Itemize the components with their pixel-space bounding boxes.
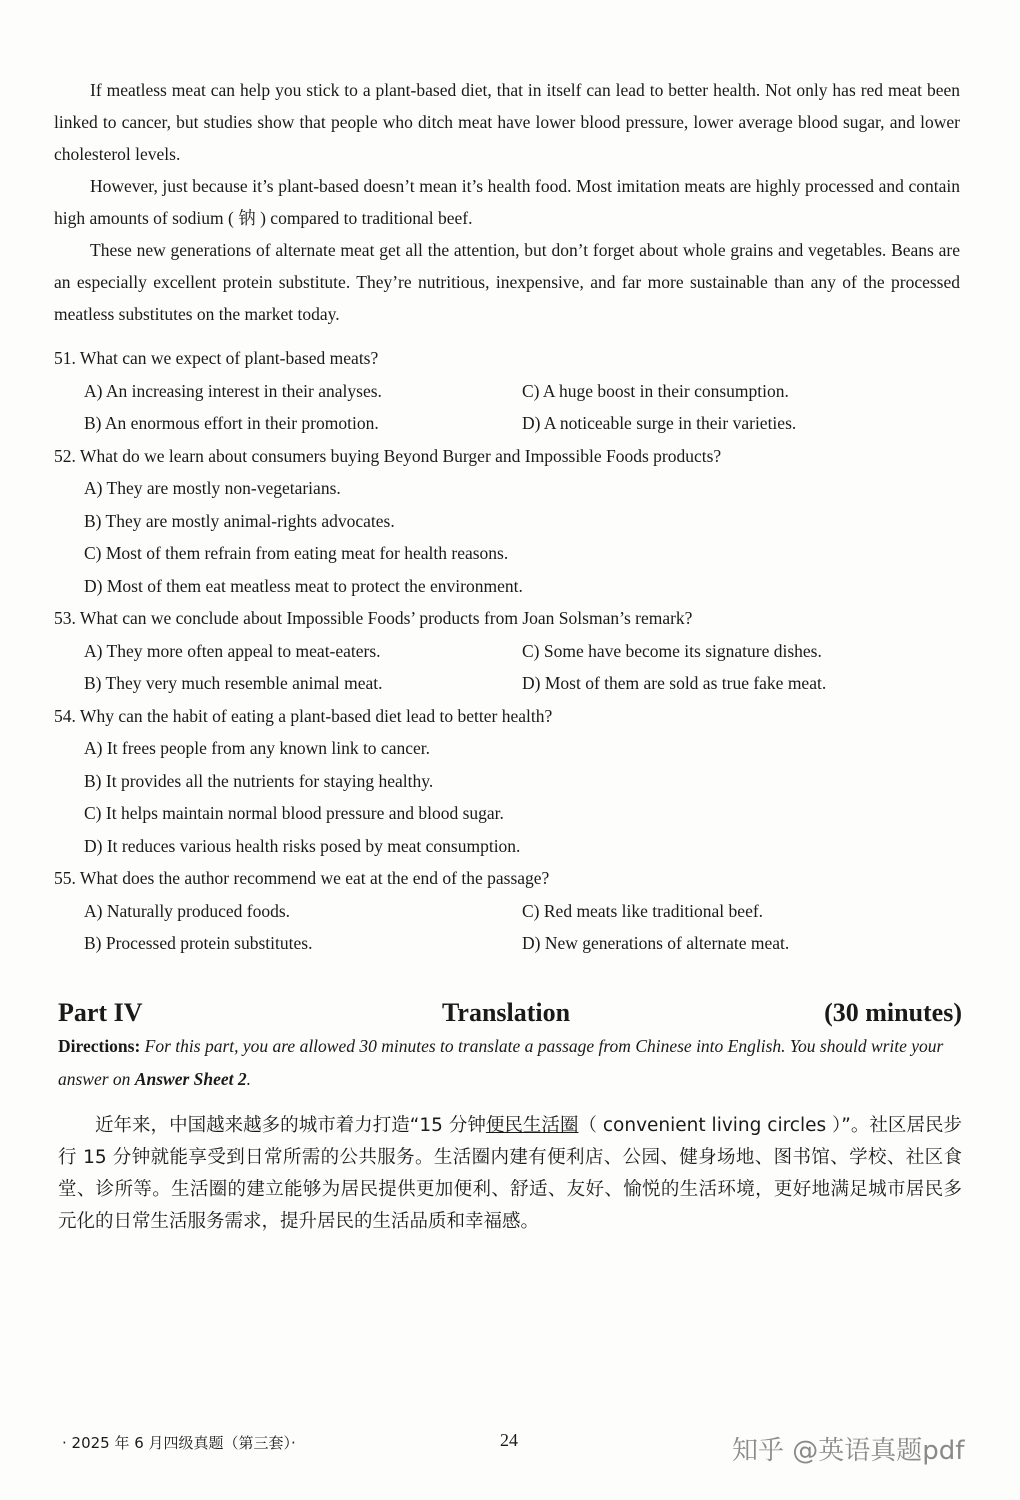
directions-text: For this part, you are allowed 30 minutes to translate a passage from Chinese into English. You should write your answer on bbox=[58, 1036, 944, 1089]
exam-label: · 2025 年 6 月四级真题（第三套）· bbox=[62, 1434, 296, 1452]
passage-paragraph-2: However, just because it’s plant-based doesn’t mean it’s health food. Most imitation meats are highly processed and contain high amounts of sodium ( 钠 ) compared to traditional beef. bbox=[54, 176, 960, 228]
option-54-a: A) It frees people from any known link to cancer. bbox=[84, 738, 430, 758]
option-54-d: D) It reduces various health risks posed by meat consumption. bbox=[84, 835, 521, 856]
question-55: 55. What does the author recommend we eat at the end of the passage? bbox=[54, 868, 550, 888]
option-54-c: C) It helps maintain normal blood pressure and blood sugar. bbox=[84, 803, 504, 823]
question-51-options-row-1 bbox=[54, 375, 960, 408]
translation-passage bbox=[58, 1110, 962, 1238]
question-51-options-row-2 bbox=[54, 407, 960, 440]
translation-text-after: （ convenient living circles ）”。社区居民步行 15 分钟就能享受到日常所需的公共服务。生活圈内建有便利店、公园、健身场地、图书馆、学校、社区食堂、诊所等。生活圈的建立能够为居民提供更加便利、舒适、友好、愉悦的生活环境，更好地满足城市居民多元化的日常生活服务需求，提升居民的生活品质和幸福感。 bbox=[58, 1115, 962, 1232]
part-time: (30 minutes) bbox=[824, 998, 962, 1027]
option-53-b: B) They very much resemble animal meat. bbox=[84, 673, 383, 693]
option-53-a: A) They more often appeal to meat-eaters. bbox=[84, 640, 381, 661]
option-52-c: C) Most of them refrain from eating meat for health reasons. bbox=[84, 543, 509, 563]
option-55-a: A) Naturally produced foods. bbox=[84, 900, 291, 921]
question-53-options-row-2 bbox=[54, 667, 960, 700]
option-52-d: D) Most of them eat meatless meat to protect the environment. bbox=[84, 575, 523, 596]
question-51: 51. What can we expect of plant-based meats? bbox=[54, 348, 379, 368]
option-54-b: B) It provides all the nutrients for staying healthy. bbox=[84, 770, 434, 791]
translation-underlined-term: 便民生活圈 bbox=[485, 1115, 579, 1136]
translation-text-before: 近年来，中国越来越多的城市着力打造“15 分钟 bbox=[95, 1115, 486, 1136]
option-53-d: D) Most of them are sold as true fake meat. bbox=[522, 673, 827, 693]
question-55-options-row-1 bbox=[54, 895, 960, 928]
option-53-c: C) Some have become its signature dishes. bbox=[522, 640, 822, 661]
part-title: Translation bbox=[442, 998, 571, 1027]
passage-paragraph-3: These new generations of alternate meat get all the attention, but don’t forget about whole grains and vegetables. Beans are an especially excellent protein substitute. They’re nutritious, inexpensive, and far more sustainable than any of the processed meatless substitutes on the market today. bbox=[54, 240, 960, 324]
directions bbox=[58, 1030, 962, 1096]
reading-passage bbox=[54, 74, 960, 960]
part-number: Part IV bbox=[58, 998, 143, 1027]
directions-label: Directions: bbox=[58, 1036, 141, 1056]
question-53: 53. What can we conclude about Impossible Foods’ products from Joan Solsman’s remark? bbox=[54, 608, 693, 628]
passage-paragraph-1: If meatless meat can help you stick to a plant-based diet, that in itself can lead to better health. Not only has red meat been linked to cancer, but studies show that people who ditch meat have lower blood pressure, lower average blood sugar, and lower cholesterol levels. bbox=[54, 80, 960, 164]
option-55-d: D) New generations of alternate meat. bbox=[522, 933, 790, 953]
question-53-options-row-1 bbox=[54, 635, 960, 668]
directions-end: . bbox=[246, 1069, 252, 1089]
option-52-b: B) They are mostly animal-rights advocates. bbox=[84, 510, 395, 531]
question-54: 54. Why can the habit of eating a plant-based diet lead to better health? bbox=[54, 705, 553, 726]
option-55-b: B) Processed protein substitutes. bbox=[84, 933, 313, 953]
answer-sheet-label: Answer Sheet 2 bbox=[134, 1069, 247, 1089]
option-51-b: B) An enormous effort in their promotion. bbox=[84, 413, 379, 433]
question-52: 52. What do we learn about consumers buying Beyond Burger and Impossible Foods products? bbox=[54, 445, 722, 466]
question-55-options-row-2 bbox=[54, 927, 960, 960]
watermark: 知乎 @英语真题pdf bbox=[732, 1436, 965, 1466]
option-51-a: A) An increasing interest in their analyses. bbox=[84, 380, 382, 401]
option-52-a: A) They are mostly non-vegetarians. bbox=[84, 478, 341, 498]
page-number: 24 bbox=[500, 1430, 518, 1450]
option-51-c: C) A huge boost in their consumption. bbox=[522, 380, 789, 401]
option-51-d: D) A noticeable surge in their varieties. bbox=[522, 413, 797, 433]
option-55-c: C) Red meats like traditional beef. bbox=[522, 900, 764, 921]
part-header bbox=[58, 998, 962, 1034]
question-list bbox=[54, 342, 960, 960]
